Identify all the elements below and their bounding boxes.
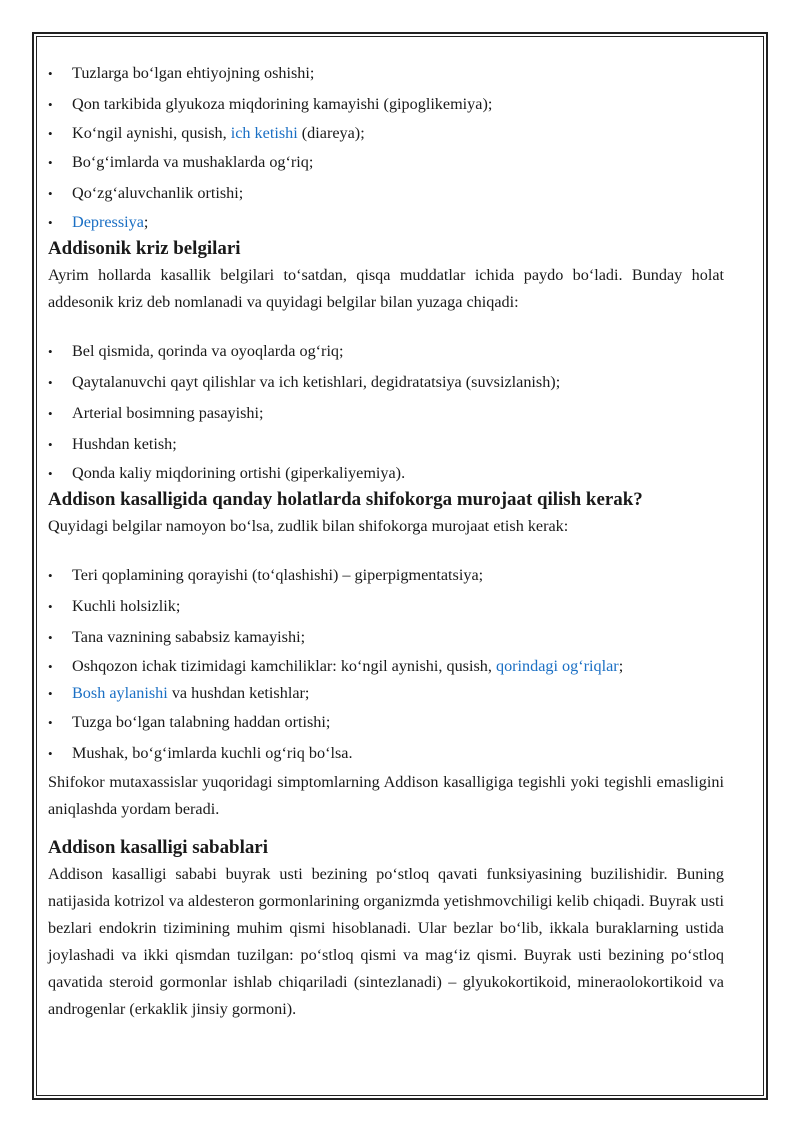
paragraph: Shifokor mutaxassislar yuqoridagi simptomlarning Addison kasalligiga tegishli yoki tegishli emasligini aniqlashda yordam beradi. <box>48 773 724 818</box>
list-item: • Bel qismida, qorinda va oyoqlarda og‘riq; <box>48 336 724 367</box>
list-item: • Depressiya; <box>48 209 724 236</box>
spacer <box>48 316 724 336</box>
list-item: • Arterial bosimning pasayishi; <box>48 398 724 429</box>
link-bosh-aylanishi[interactable]: Bosh aylanishi <box>72 684 168 702</box>
spacer <box>48 540 724 560</box>
link-depressiya[interactable]: Depressiya <box>72 213 144 231</box>
warning-sign-list <box>48 560 724 769</box>
list-item: • Qaytalanuvchi qayt qilishlar va ich ketishlari, degidratatsiya (suvsizlanish); <box>48 367 724 398</box>
list-item: • Oshqozon ichak tizimidagi kamchiliklar: ko‘ngil aynishi, qusish, qorindagi og‘riqlar; <box>48 653 724 680</box>
list-item: • Mushak, bo‘g‘imlarda kuchli og‘riq bo‘lsa. <box>48 738 724 769</box>
list-item: • Tana vaznining sababsiz kamayishi; <box>48 622 724 653</box>
list-item: • Bosh aylanishi va hushdan ketishlar; <box>48 680 724 707</box>
crisis-symptom-list <box>48 336 724 487</box>
list-item: • Qo‘zg‘aluvchanlik ortishi; <box>48 178 724 209</box>
heading-causes: Addison kasalligi sabablari <box>48 837 268 858</box>
link-ich-ketishi[interactable]: ich ketishi <box>230 124 298 142</box>
paragraph: Ayrim hollarda kasallik belgilari to‘satdan, qisqa muddatlar ichida paydo bo‘ladi. Bunday holat addesonik kriz deb nomlanadi va quyidagi belgilar bilan yuzaga chiqadi: <box>48 266 724 311</box>
spacer <box>48 823 724 835</box>
list-item: • Teri qoplamining qorayishi (to‘qlashishi) – giperpigmentatsiya; <box>48 560 724 591</box>
list-item: • Kuchli holsizlik; <box>48 591 724 622</box>
list-item: • Tuzlarga bo‘lgan ehtiyojning oshishi; <box>48 58 724 89</box>
link-qorindagi-ogriqlar[interactable]: qorindagi og‘riqlar <box>495 657 619 675</box>
heading-addisonik-kriz: Addisonik kriz belgilari <box>48 238 241 259</box>
symptom-list <box>48 58 724 236</box>
list-item: • Tuzga bo‘lgan talabning haddan ortishi; <box>48 707 724 738</box>
list-item: • Bo‘g‘imlarda va mushaklarda og‘riq; <box>48 147 724 178</box>
list-item: • Qonda kaliy miqdorining ortishi (giperkaliyemiya). <box>48 460 724 487</box>
list-item: • Ko‘ngil aynishi, qusish, ich ketishi (diareya); <box>48 120 724 147</box>
paragraph: Addison kasalligi sababi buyrak usti bezining po‘stloq qavati funksiyasining buzilishidir. Buning natijasida kotrizol va aldesteron gormonlarining organizmda yetishmovchiligi kelib chiqadi. Buyrak usti bezlari endokrin tizimining muhim qismi hisoblanadi. Ular bezlar bo‘lib, ikkala buraklarning ustida joylashadi va ikki qismdan tuzilgan: po‘stloq qismi va mag‘iz qismi. Buyrak usti bezining po‘stloq qavatida steroid gormonlar ishlab chiqariladi (sintezlanadi) – glyukokortikoid, mineraolokortikoid va androgenlar (erkaklik jinsiy gormoni). <box>48 865 724 1018</box>
list-item: • Hushdan ketish; <box>48 429 724 460</box>
heading-when-to-see-doctor: Addison kasalligida qanday holatlarda shifokorga murojaat qilish kerak? <box>48 489 643 510</box>
document-body <box>48 58 724 1023</box>
list-item: • Qon tarkibida glyukoza miqdorining kamayishi (gipoglikemiya); <box>48 89 724 120</box>
paragraph: Quyidagi belgilar namoyon bo‘lsa, zudlik bilan shifokorga murojaat etish kerak: <box>48 517 569 535</box>
